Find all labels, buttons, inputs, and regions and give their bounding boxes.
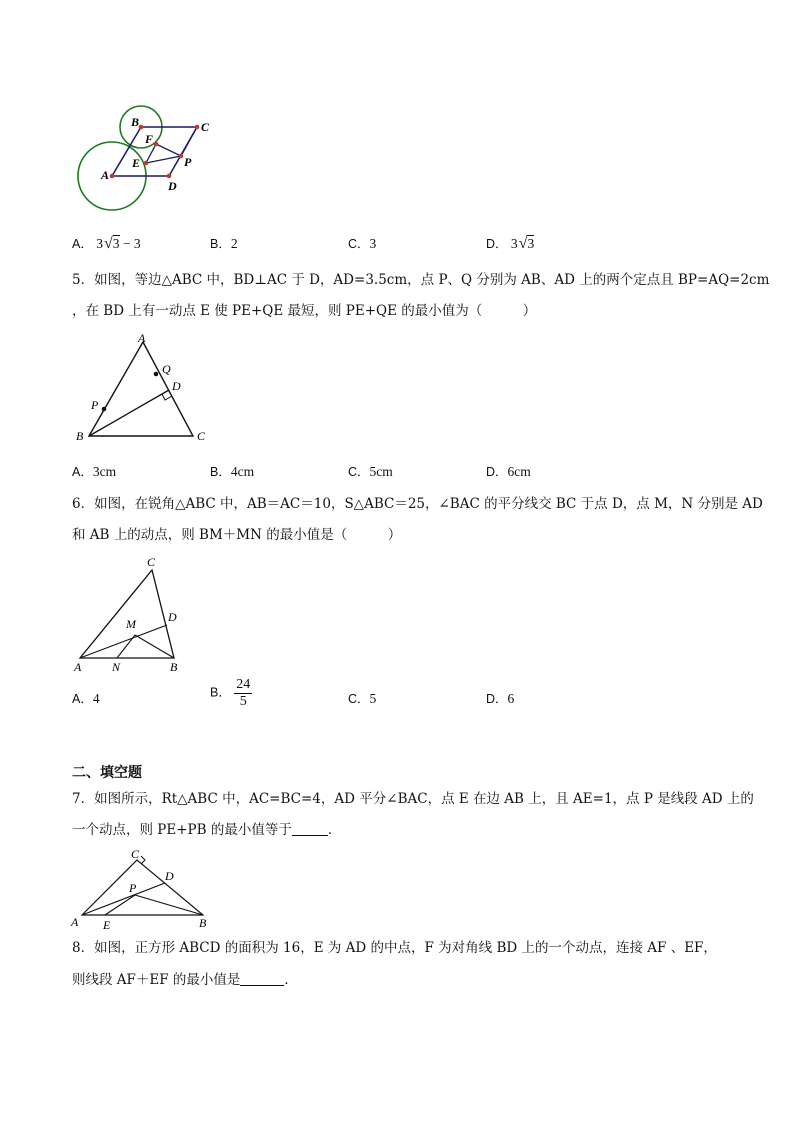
q6-option-d[interactable] <box>486 689 514 707</box>
answer-blank[interactable] <box>292 821 328 836</box>
label-c: C <box>201 120 210 134</box>
option-value: 4 <box>92 691 100 706</box>
label-d: D <box>172 379 181 393</box>
q8-question-line2 <box>72 970 298 990</box>
q7-question-line1: 7．如图所示，Rt△ABC 中，AC=BC=4，AD 平分∠BAC，点 E 在边 AB 上，且 AE=1，点 P 是线段 AD 上的 <box>72 791 754 807</box>
segment-bm <box>135 635 174 658</box>
q5-question-line1: 5．如图，等边△ABC 中，BD⊥AC 于 D，AD=3.5cm，点 P、Q 分别为 AB、AD 上的两个定点且 BP=AQ=2cm <box>72 272 770 288</box>
option-letter: A． <box>72 692 93 706</box>
option-value: 6 <box>507 691 515 706</box>
q6-option-b[interactable] <box>210 677 252 710</box>
q6-question-line1: 6．如图，在锐角△ABC 中，AB＝AC＝10，S△ABC＝25，∠BAC 的平分线交 BC 于点 D，点 M，N 分别是 AD <box>72 496 763 512</box>
label-c: C <box>131 847 140 861</box>
fraction <box>234 677 252 710</box>
option-value: 3√3 <box>510 235 535 252</box>
segment-mn <box>117 635 135 658</box>
q4-option-d[interactable] <box>486 234 534 253</box>
label-a: A <box>138 331 146 345</box>
option-value: 3 <box>369 236 377 251</box>
option-letter: D． <box>486 465 508 479</box>
point-d <box>167 174 172 179</box>
q8-text: 则线段 AF＋EF 的最小值是 <box>72 972 241 988</box>
q7-period: ． <box>327 822 342 838</box>
q4-figure <box>70 100 230 215</box>
option-value: 3√3 − 3 <box>96 235 141 252</box>
q4-option-a[interactable] <box>72 234 141 253</box>
segment-pe <box>105 895 135 915</box>
point-b <box>139 125 144 130</box>
label-p: P <box>91 398 99 412</box>
option-value: 4cm <box>230 464 255 479</box>
label-c: C <box>197 429 206 443</box>
option-letter: D． <box>486 692 508 706</box>
option-value: 5cm <box>369 464 393 479</box>
label-b: B <box>76 429 84 443</box>
segment-e-f-p <box>146 144 181 163</box>
option-letter: C． <box>348 465 370 479</box>
option-letter: C． <box>348 692 370 706</box>
q6-figure <box>70 552 190 677</box>
option-value: 5 <box>369 691 377 706</box>
segment-bd <box>89 390 169 436</box>
label-p: P <box>184 155 192 169</box>
point-p <box>102 407 107 412</box>
q6-option-a[interactable] <box>72 689 100 707</box>
label-d: D <box>168 610 177 624</box>
q7-figure <box>68 845 218 930</box>
q7-text: 一个动点，则 PE+PB 的最小值等于 <box>72 822 292 838</box>
q8-period: ． <box>284 972 298 988</box>
point-f <box>154 142 159 147</box>
label-b: B <box>199 916 207 930</box>
label-n: N <box>112 660 121 674</box>
label-e: E <box>103 918 111 930</box>
option-letter: B． <box>210 685 231 700</box>
point-q <box>154 372 159 377</box>
fraction-numerator: 24 <box>236 677 251 692</box>
option-letter: B． <box>210 465 231 479</box>
q6-question-line2: 和 AB 上的动点，则 BM＋MN 的最小值是（ ） <box>72 527 402 543</box>
q5-option-d[interactable] <box>486 462 531 480</box>
q5-option-a[interactable] <box>72 462 116 480</box>
label-a: A <box>71 915 79 929</box>
label-f: F <box>145 132 154 146</box>
option-letter: A． <box>72 237 93 251</box>
section-heading: 二、填空题 <box>72 765 142 781</box>
option-letter: D． <box>486 237 508 251</box>
q7-question-line2 <box>72 820 341 840</box>
q4-option-c[interactable] <box>348 234 376 252</box>
right-angle-mark <box>141 856 145 864</box>
label-e: E <box>132 156 141 170</box>
answer-blank[interactable] <box>240 971 284 986</box>
q8-question-line1: 8．如图，正方形 ABCD 的面积为 16，E 为 AD 的中点，F 为对角线 BD 上的一个动点，连接 AF 、EF， <box>72 940 717 956</box>
segment-pb <box>135 895 203 915</box>
label-d: D <box>165 869 174 883</box>
option-letter: B． <box>210 237 231 251</box>
label-m: M <box>126 617 136 631</box>
label-d: D <box>168 179 177 193</box>
label-a: A <box>74 660 82 674</box>
q6-option-c[interactable] <box>348 689 376 707</box>
point-p <box>179 154 184 159</box>
q5-question-line2: ，在 BD 上有一动点 E 使 PE+QE 最短，则 PE+QE 的最小值为（ ） <box>72 303 537 319</box>
triangle-abc <box>82 860 203 915</box>
point-c <box>195 125 200 130</box>
q5-figure <box>70 330 220 450</box>
label-q: Q <box>162 362 171 376</box>
sqrt-symbol: √3 <box>103 235 120 252</box>
label-c: C <box>147 555 156 569</box>
option-value: 2 <box>230 236 238 251</box>
option-value: 6cm <box>507 464 531 479</box>
label-a: A <box>101 168 110 182</box>
option-value: 3cm <box>92 464 117 479</box>
option-letter: A． <box>72 465 93 479</box>
q4-option-b[interactable] <box>210 234 238 252</box>
label-b: B <box>170 660 178 674</box>
label-p: P <box>129 881 137 895</box>
point-e <box>144 161 149 166</box>
fraction-denominator: 5 <box>239 694 247 709</box>
label-b: B <box>131 115 140 129</box>
option-letter: C． <box>348 237 370 251</box>
segment-p-c <box>181 127 197 156</box>
sqrt-symbol: √3 <box>518 235 535 252</box>
point-a <box>110 174 115 179</box>
q5-option-c[interactable] <box>348 462 393 480</box>
segment-ad <box>82 883 165 915</box>
q5-option-b[interactable] <box>210 462 254 480</box>
